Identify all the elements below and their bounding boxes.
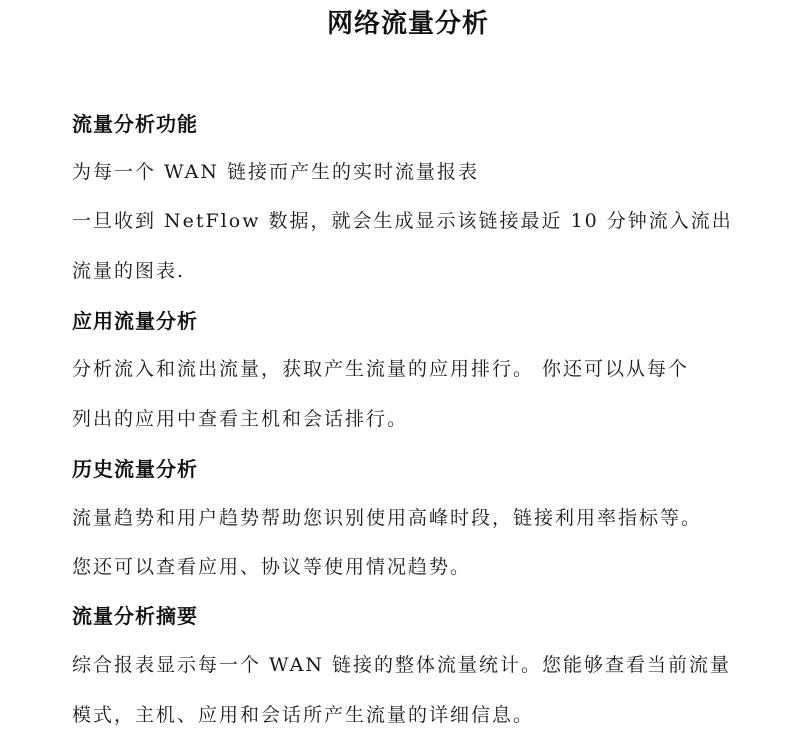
section-heading-traffic-summary: 流量分析摘要 [72,604,198,628]
paragraph-line: 流量趋势和用户趋势帮助您识别使用高峰时段，链接利用率指标等。 [72,507,703,529]
document-title: 网络流量分析 [326,9,489,39]
paragraph-line: 为每一个 WAN 链接而产生的实时流量报表 [72,161,480,183]
section-heading-historical-traffic: 历史流量分析 [72,457,198,481]
section-heading-application-traffic: 应用流量分析 [72,309,198,333]
paragraph-line: 流量的图表. [72,260,186,282]
section-heading-traffic-analysis: 流量分析功能 [72,112,198,136]
paragraph-line: 一旦收到 NetFlow 数据，就会生成显示该链接最近 10 分钟流入流出 [72,210,733,232]
paragraph-line: 列出的应用中查看主机和会话排行。 [72,408,409,430]
paragraph-line: 综合报表显示每一个 WAN 链接的整体流量统计。您能够查看当前流量 [72,654,732,676]
paragraph-line: 您还可以查看应用、协议等使用情况趋势。 [72,556,472,578]
paragraph-line: 模式，主机、应用和会话所产生流量的详细信息。 [72,704,535,726]
paragraph-line: 分析流入和流出流量，获取产生流量的应用排行。 你还可以从每个 [72,358,690,380]
